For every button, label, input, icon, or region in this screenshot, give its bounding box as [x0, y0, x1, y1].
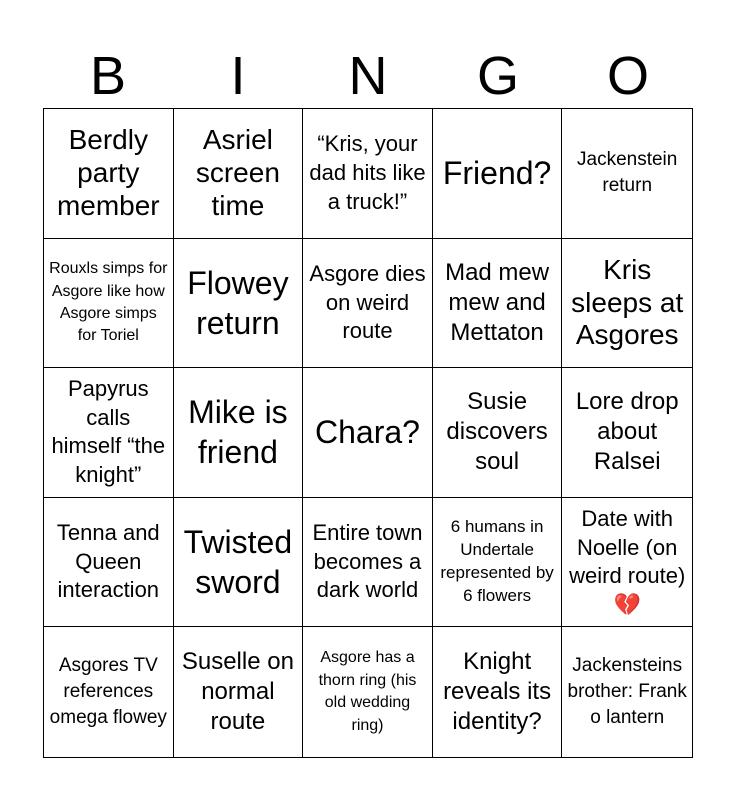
- cell-text: Papyrus calls himself “the knight”: [51, 376, 166, 488]
- cell-text: Lore drop about Ralsei: [575, 388, 679, 476]
- bingo-cell[interactable]: [303, 627, 433, 757]
- bingo-cell[interactable]: [303, 498, 433, 628]
- bingo-cell[interactable]: [44, 368, 174, 498]
- bingo-board: [43, 108, 693, 758]
- bingo-cell[interactable]: [44, 239, 174, 369]
- cell-text: Mad mew mew and Mettaton: [445, 258, 550, 346]
- bingo-cell[interactable]: [303, 239, 433, 369]
- bingo-header: [43, 44, 693, 108]
- cell-text: Tenna and Queen interaction: [56, 520, 160, 603]
- cell-text: Knight reveals its identity?: [443, 648, 552, 736]
- bingo-cell[interactable]: [44, 498, 174, 628]
- bingo-cell[interactable]: [433, 627, 563, 757]
- bingo-cell[interactable]: [44, 627, 174, 757]
- cell-text: Jackensteins brother: Frank o lantern: [567, 655, 687, 729]
- bingo-cell[interactable]: [433, 368, 563, 498]
- cell-text: Asgore dies on weird route: [309, 261, 426, 344]
- cell-text: “Kris, your dad hits like a truck!”: [309, 131, 426, 214]
- bingo-cell[interactable]: [433, 239, 563, 369]
- cell-text: Entire town becomes a dark world: [312, 520, 423, 603]
- bingo-cell[interactable]: [562, 239, 692, 369]
- cell-text: Date with Noelle (on weird route) 💔: [569, 505, 686, 617]
- cell-text: Mike is friend: [188, 394, 288, 471]
- bingo-cell[interactable]: [433, 498, 563, 628]
- cell-text: Asgores TV references omega flowey: [49, 655, 167, 729]
- cell-text: Suselle on normal route: [181, 648, 294, 736]
- bingo-cell free-space[interactable]: [303, 368, 433, 498]
- bingo-cell[interactable]: [562, 109, 692, 239]
- cell-text: Twisted sword: [183, 524, 293, 601]
- cell-text: 6 humans in Undertale represented by 6 flowers: [440, 517, 554, 606]
- cell-text: Jackenstein return: [577, 149, 678, 197]
- bingo-cell[interactable]: [303, 109, 433, 239]
- cell-text: Flowey return: [187, 264, 289, 341]
- bingo-cell[interactable]: [174, 239, 304, 369]
- bingo-cell[interactable]: [562, 368, 692, 498]
- header-letter-g: G: [476, 46, 519, 106]
- bingo-cell[interactable]: [174, 109, 304, 239]
- cell-text: Berdly party member: [56, 124, 160, 221]
- cell-text: Susie discovers soul: [446, 388, 548, 476]
- cell-text: Asgore has a thorn ring (his old wedding ring): [318, 649, 417, 734]
- header-letter-b: B: [89, 46, 127, 106]
- bingo-cell[interactable]: [433, 109, 563, 239]
- bingo-cell[interactable]: [562, 627, 692, 757]
- header-letter-n: N: [348, 46, 388, 106]
- cell-text: Friend?: [442, 155, 552, 192]
- header-letter-i: I: [230, 46, 246, 106]
- bingo-cell[interactable]: [174, 627, 304, 757]
- cell-text: Chara?: [315, 414, 420, 451]
- bingo-cell[interactable]: [174, 368, 304, 498]
- cell-text: Kris sleeps at Asgores: [571, 253, 684, 351]
- bingo-cell[interactable]: [44, 109, 174, 239]
- bingo-cell[interactable]: [174, 498, 304, 628]
- header-letter-o: O: [606, 46, 649, 106]
- cell-text: Rouxls simps for Asgore like how Asgore simps for Toriel: [49, 260, 168, 345]
- bingo-cell[interactable]: [562, 498, 692, 628]
- cell-text: Asriel screen time: [195, 124, 280, 221]
